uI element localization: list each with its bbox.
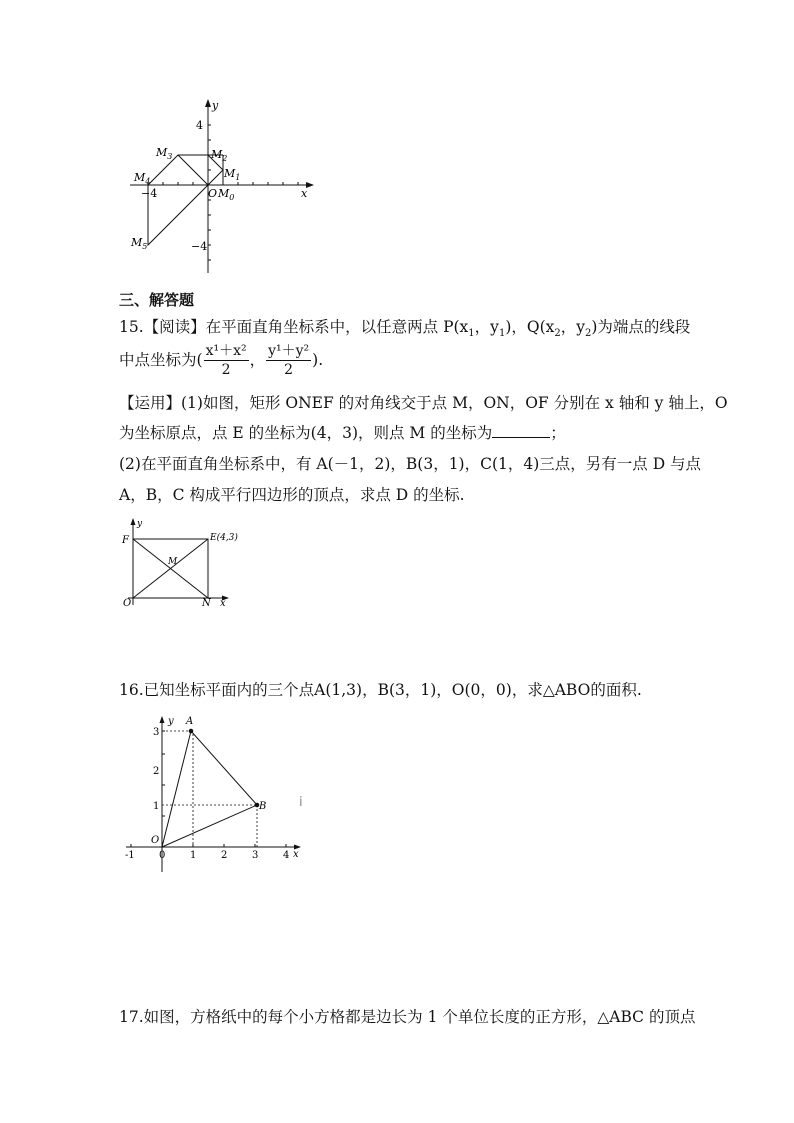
- answer-blank[interactable]: [492, 425, 550, 438]
- q15-line4: [119, 425, 566, 442]
- origin-label: O: [208, 187, 218, 200]
- tick-label-neg4-y: −4: [191, 240, 208, 253]
- point-label-m0: M: [218, 187, 230, 200]
- section-heading: 三、解答题: [119, 291, 195, 309]
- point-label-f: F: [122, 535, 129, 546]
- svg-text:M1: [223, 167, 240, 182]
- point-label-m1: M: [224, 167, 236, 180]
- x-tick-label: -1: [125, 850, 135, 861]
- point-label-m4: M: [134, 171, 146, 184]
- y-tick-label: 1: [153, 801, 160, 812]
- point-sub-5: 5: [142, 242, 148, 251]
- q15-text: ；: [550, 424, 566, 442]
- midpoint-y-fraction: [266, 344, 311, 377]
- point-sub-0: 0: [229, 193, 235, 202]
- point-sub-4: 4: [145, 177, 151, 186]
- q15-text: ).: [312, 350, 324, 369]
- x-axis-label: x: [301, 187, 308, 200]
- side-mark: i: [299, 795, 303, 810]
- figure-rectangle-onef: [118, 515, 243, 610]
- triangle-abo: [162, 731, 257, 847]
- point-label-m3: M: [156, 146, 168, 159]
- q15-line1: [119, 320, 690, 339]
- q15-text: )为端点的线段: [591, 318, 691, 336]
- point-label-e: E(4,3): [210, 533, 238, 543]
- point-label-o: O: [151, 835, 160, 846]
- svg-text:M2: [210, 148, 227, 163]
- svg-text:M0: [217, 187, 234, 202]
- point-sub-3: 3: [167, 152, 173, 161]
- q15-text: 15.【阅读】在平面直角坐标系中，以任意两点 P(x: [119, 318, 469, 336]
- x-tick-label: 1: [190, 850, 197, 861]
- subscript: 1: [498, 328, 506, 340]
- point-label-o: O: [123, 598, 132, 609]
- svg-text:M5: [130, 236, 147, 251]
- q15-line6: A，B，C 构成平行四边形的顶点，求点 D 的坐标.: [119, 486, 465, 504]
- x-tick-label: 4: [283, 850, 290, 861]
- q15-text: ，y: [474, 318, 499, 336]
- subscript: 2: [585, 328, 592, 340]
- q16-text: 16.已知坐标平面内的三个点A(1,3)，B(3，1)，O(0，0)，求△ABO的面积.: [119, 681, 642, 699]
- subscript: 2: [554, 328, 561, 340]
- q17-text: 17.如图，方格纸中的每个小方格都是边长为 1 个单位长度的正方形，△ABC 的顶点: [119, 1008, 696, 1026]
- point-label-n: N: [202, 598, 211, 609]
- point-sub-1: 1: [235, 173, 241, 182]
- figure-triangle-abo: [118, 712, 318, 877]
- y-axis-label: y: [168, 716, 174, 727]
- fraction-denominator: 2: [284, 362, 294, 378]
- point-sub-2: 2: [222, 154, 228, 163]
- midpoint-x-fraction: [204, 344, 249, 377]
- q15-text: 为坐标原点，点 E 的坐标为(4，3)，则点 M 的坐标为: [119, 424, 493, 442]
- y-axis-label: y: [137, 519, 143, 529]
- point-a-dot: [189, 729, 194, 734]
- x-tick-label: 0: [159, 850, 166, 861]
- q15-line5: (2)在平面直角坐标系中，有 A(－1，2)，B(3，1)，C(1，4)三点，另有一点 D 与点: [119, 455, 702, 473]
- m-polyline: [148, 155, 223, 245]
- svg-text:M3: [155, 146, 172, 161]
- x-axis-label: x: [293, 849, 299, 860]
- x-tick-label: 3: [252, 850, 259, 861]
- q15-text: )，Q(x: [505, 318, 555, 336]
- q15-line2: [119, 344, 323, 377]
- y-axis-label: y: [212, 99, 219, 112]
- point-label-m2: M: [211, 148, 223, 161]
- y-tick-label: 2: [153, 766, 160, 777]
- figure-m-points: [125, 95, 325, 280]
- fraction-numerator: x¹＋x²: [205, 343, 247, 359]
- point-label-m: M: [168, 557, 178, 567]
- q15-text: ，y: [560, 318, 585, 336]
- fraction-numerator: y¹＋y²: [268, 343, 310, 359]
- fraction-separator: ，: [249, 350, 266, 369]
- tick-label-4: 4: [196, 119, 203, 132]
- point-label-b: B: [259, 801, 267, 812]
- point-label-a: A: [186, 716, 194, 727]
- tick-label-neg4-x: −4: [141, 187, 158, 200]
- y-tick-label: 3: [153, 727, 160, 738]
- q15-line3: 【运用】(1)如图，矩形 ONEF 的对角线交于点 M，ON，OF 分别在 x 轴和 y 轴上，O: [119, 394, 728, 412]
- x-tick-label: 2: [221, 850, 228, 861]
- point-label-m5: M: [131, 236, 143, 249]
- subscript: 1: [468, 328, 475, 340]
- x-axis-label: x: [220, 598, 226, 609]
- q15-text: 中点坐标为(: [119, 350, 203, 369]
- svg-text:M4: [133, 171, 150, 186]
- m-segment: [178, 155, 208, 185]
- fraction-denominator: 2: [221, 362, 231, 378]
